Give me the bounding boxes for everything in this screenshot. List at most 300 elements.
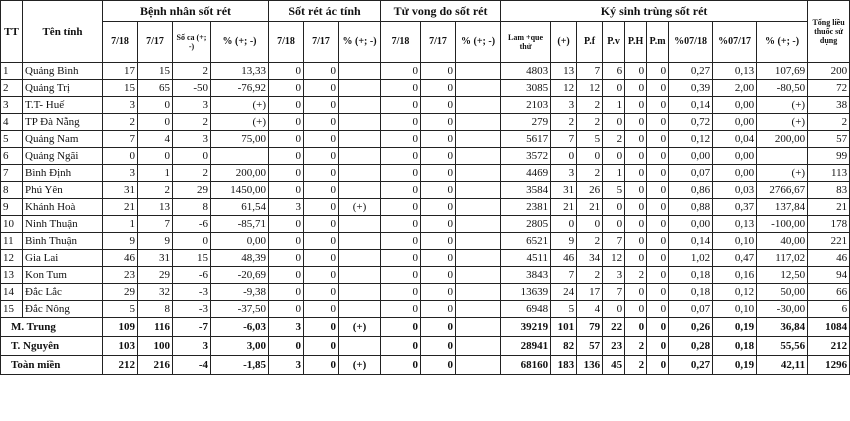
col-p-717: 7/17 bbox=[138, 22, 173, 63]
row-cell bbox=[339, 301, 381, 318]
row-cell: 29 bbox=[138, 267, 173, 284]
row-cell: 6 bbox=[808, 301, 850, 318]
summary-cell: 0,18 bbox=[713, 337, 757, 356]
row-cell: 0,14 bbox=[669, 233, 713, 250]
row-cell: 1450,00 bbox=[211, 182, 269, 199]
row-province: Quảng Ngãi bbox=[23, 148, 103, 165]
row-cell: 0 bbox=[625, 199, 647, 216]
row-cell: 5617 bbox=[501, 131, 551, 148]
row-cell: 0 bbox=[421, 148, 456, 165]
row-cell: 4511 bbox=[501, 250, 551, 267]
row-cell: 0 bbox=[647, 199, 669, 216]
row-cell: -6 bbox=[173, 267, 211, 284]
row-cell: 0,13 bbox=[713, 63, 757, 80]
row-province: Ninh Thuận bbox=[23, 216, 103, 233]
table-row bbox=[1, 267, 850, 284]
row-cell: 0 bbox=[269, 63, 304, 80]
row-cell: 2 bbox=[173, 165, 211, 182]
row-cell: 2 bbox=[551, 114, 577, 131]
summary-name: T. Nguyên bbox=[1, 337, 103, 356]
row-cell: 26 bbox=[577, 182, 603, 199]
row-cell: (+) bbox=[211, 97, 269, 114]
row-cell: 0 bbox=[269, 250, 304, 267]
row-cell: 0 bbox=[625, 80, 647, 97]
summary-cell: -1,85 bbox=[211, 356, 269, 375]
row-cell: 0 bbox=[304, 199, 339, 216]
row-cell: 2 bbox=[577, 233, 603, 250]
summary-cell: 55,56 bbox=[757, 337, 808, 356]
row-cell: 0 bbox=[381, 80, 421, 97]
row-cell: 0 bbox=[304, 284, 339, 301]
row-cell: 0 bbox=[381, 182, 421, 199]
row-cell: 0 bbox=[304, 114, 339, 131]
row-cell: 3584 bbox=[501, 182, 551, 199]
row-cell: 6948 bbox=[501, 301, 551, 318]
row-cell: 0 bbox=[603, 80, 625, 97]
summary-cell: 136 bbox=[577, 356, 603, 375]
row-cell: 12,50 bbox=[757, 267, 808, 284]
summary-cell: 36,84 bbox=[757, 318, 808, 337]
row-cell: 2 bbox=[103, 114, 138, 131]
col-k-pf: P.f bbox=[577, 22, 603, 63]
row-cell: 0 bbox=[647, 80, 669, 97]
row-cell: 107,69 bbox=[757, 63, 808, 80]
row-cell: 0 bbox=[269, 284, 304, 301]
row-tt: 6 bbox=[1, 148, 23, 165]
col-d-718: 7/18 bbox=[381, 22, 421, 63]
row-cell: 0 bbox=[269, 182, 304, 199]
row-cell: -20,69 bbox=[211, 267, 269, 284]
row-cell: 0,16 bbox=[713, 267, 757, 284]
row-province: Quảng Bình bbox=[23, 63, 103, 80]
summary-cell: 79 bbox=[577, 318, 603, 337]
row-cell: 3 bbox=[603, 267, 625, 284]
summary-name: M. Trung bbox=[1, 318, 103, 337]
row-cell: 0 bbox=[603, 199, 625, 216]
row-cell: 0 bbox=[304, 97, 339, 114]
row-cell: 0 bbox=[647, 250, 669, 267]
row-cell: 0 bbox=[138, 148, 173, 165]
row-cell: (+) bbox=[339, 199, 381, 216]
row-cell: 0 bbox=[381, 284, 421, 301]
row-cell: -37,50 bbox=[211, 301, 269, 318]
row-cell: 0 bbox=[625, 114, 647, 131]
row-cell: 2381 bbox=[501, 199, 551, 216]
row-cell: -50 bbox=[173, 80, 211, 97]
col-k-lam: Lam +que thử bbox=[501, 22, 551, 63]
row-cell: 0 bbox=[421, 80, 456, 97]
col-p-718: 7/18 bbox=[103, 22, 138, 63]
summary-cell: 216 bbox=[138, 356, 173, 375]
row-cell: 8 bbox=[138, 301, 173, 318]
row-cell bbox=[456, 284, 501, 301]
row-cell: 17 bbox=[577, 284, 603, 301]
summary-cell: -4 bbox=[173, 356, 211, 375]
row-cell bbox=[456, 182, 501, 199]
row-cell: 0 bbox=[647, 182, 669, 199]
row-cell: 1 bbox=[603, 165, 625, 182]
row-tt: 9 bbox=[1, 199, 23, 216]
row-cell: 94 bbox=[808, 267, 850, 284]
row-tt: 3 bbox=[1, 97, 23, 114]
row-cell: 0 bbox=[269, 267, 304, 284]
summary-cell: 0,19 bbox=[713, 318, 757, 337]
summary-cell: 3 bbox=[269, 356, 304, 375]
row-cell: 0 bbox=[421, 301, 456, 318]
row-cell: 0 bbox=[381, 301, 421, 318]
table-row bbox=[1, 233, 850, 250]
row-cell: 5 bbox=[577, 131, 603, 148]
row-cell: 0,00 bbox=[713, 97, 757, 114]
row-tt: 7 bbox=[1, 165, 23, 182]
summary-cell: 23 bbox=[603, 337, 625, 356]
row-cell: 0,00 bbox=[211, 233, 269, 250]
row-cell: 3 bbox=[269, 199, 304, 216]
summary-cell: 22 bbox=[603, 318, 625, 337]
row-cell: -100,00 bbox=[757, 216, 808, 233]
summary-cell: 212 bbox=[808, 337, 850, 356]
row-cell bbox=[456, 165, 501, 182]
col-k-ph: P.H bbox=[625, 22, 647, 63]
summary-cell: 68160 bbox=[501, 356, 551, 375]
row-cell: 21 bbox=[808, 199, 850, 216]
row-cell: 7 bbox=[603, 284, 625, 301]
row-cell: 0 bbox=[269, 97, 304, 114]
row-cell: 0 bbox=[625, 148, 647, 165]
row-cell: 4 bbox=[138, 131, 173, 148]
row-cell: 13639 bbox=[501, 284, 551, 301]
row-cell: 0 bbox=[381, 267, 421, 284]
row-cell: 1 bbox=[103, 216, 138, 233]
row-cell: 221 bbox=[808, 233, 850, 250]
row-cell: 29 bbox=[173, 182, 211, 199]
row-cell: 0,07 bbox=[669, 301, 713, 318]
row-cell bbox=[456, 216, 501, 233]
row-cell: 99 bbox=[808, 148, 850, 165]
row-cell: 0 bbox=[381, 216, 421, 233]
row-cell: 0 bbox=[551, 148, 577, 165]
header-row-sub bbox=[1, 22, 850, 63]
row-cell: 0 bbox=[603, 216, 625, 233]
row-cell: 0 bbox=[421, 182, 456, 199]
row-cell bbox=[339, 165, 381, 182]
row-cell: 15 bbox=[138, 63, 173, 80]
row-tt: 5 bbox=[1, 131, 23, 148]
row-tt: 15 bbox=[1, 301, 23, 318]
row-cell: 13 bbox=[138, 199, 173, 216]
summary-cell: 0 bbox=[647, 337, 669, 356]
row-cell: -3 bbox=[173, 301, 211, 318]
row-cell: 13 bbox=[551, 63, 577, 80]
row-cell: 0 bbox=[304, 301, 339, 318]
row-cell: 1 bbox=[603, 97, 625, 114]
row-cell: 32 bbox=[138, 284, 173, 301]
col-province: Tên tỉnh bbox=[23, 1, 103, 63]
row-cell: 0,47 bbox=[713, 250, 757, 267]
row-cell: 7 bbox=[551, 267, 577, 284]
row-cell bbox=[456, 63, 501, 80]
row-cell: 5 bbox=[551, 301, 577, 318]
row-cell bbox=[339, 250, 381, 267]
row-cell: 0 bbox=[625, 63, 647, 80]
row-cell: 6 bbox=[603, 63, 625, 80]
row-cell bbox=[456, 131, 501, 148]
row-cell: 0 bbox=[103, 148, 138, 165]
summary-cell: 28941 bbox=[501, 337, 551, 356]
row-cell: 3843 bbox=[501, 267, 551, 284]
row-cell: 3 bbox=[551, 165, 577, 182]
summary-cell bbox=[456, 337, 501, 356]
row-cell: 0 bbox=[647, 131, 669, 148]
row-cell: -3 bbox=[173, 284, 211, 301]
summary-row bbox=[1, 337, 850, 356]
row-cell: 0 bbox=[647, 148, 669, 165]
col-k-pm: P.m bbox=[647, 22, 669, 63]
row-cell: 0 bbox=[304, 233, 339, 250]
row-cell: 0 bbox=[138, 97, 173, 114]
row-cell bbox=[339, 148, 381, 165]
row-cell: 0 bbox=[625, 216, 647, 233]
row-cell: 1,02 bbox=[669, 250, 713, 267]
summary-cell: 0 bbox=[647, 356, 669, 375]
summary-cell: 103 bbox=[103, 337, 138, 356]
row-cell: 65 bbox=[138, 80, 173, 97]
summary-cell: -6,03 bbox=[211, 318, 269, 337]
row-cell: 9 bbox=[103, 233, 138, 250]
row-cell: 0,27 bbox=[669, 63, 713, 80]
table-row bbox=[1, 63, 850, 80]
row-cell bbox=[456, 199, 501, 216]
row-cell: 2 bbox=[577, 267, 603, 284]
summary-cell: 0 bbox=[304, 356, 339, 375]
table-row bbox=[1, 148, 850, 165]
row-cell: 0 bbox=[421, 131, 456, 148]
row-cell: 61,54 bbox=[211, 199, 269, 216]
row-cell: 75,00 bbox=[211, 131, 269, 148]
row-cell: (+) bbox=[757, 165, 808, 182]
row-cell: 0 bbox=[625, 182, 647, 199]
row-cell: 0 bbox=[173, 233, 211, 250]
row-cell: 6521 bbox=[501, 233, 551, 250]
row-cell: 0 bbox=[421, 216, 456, 233]
summary-cell: 0,28 bbox=[669, 337, 713, 356]
row-cell: 0 bbox=[647, 114, 669, 131]
row-province: Khánh Hoà bbox=[23, 199, 103, 216]
row-cell: 0 bbox=[381, 233, 421, 250]
col-s-717: 7/17 bbox=[304, 22, 339, 63]
row-cell: 57 bbox=[808, 131, 850, 148]
row-cell: 0 bbox=[625, 165, 647, 182]
row-cell: 2805 bbox=[501, 216, 551, 233]
row-cell: 31 bbox=[551, 182, 577, 199]
summary-cell: 212 bbox=[103, 356, 138, 375]
row-cell: 72 bbox=[808, 80, 850, 97]
group-parasites: Ký sinh trùng sốt rét bbox=[501, 1, 808, 22]
row-cell: 1 bbox=[138, 165, 173, 182]
summary-row bbox=[1, 318, 850, 337]
row-cell: 0,12 bbox=[669, 131, 713, 148]
row-cell: 0,10 bbox=[713, 301, 757, 318]
table-row bbox=[1, 284, 850, 301]
row-cell: 0 bbox=[381, 97, 421, 114]
summary-cell: 3 bbox=[269, 318, 304, 337]
row-cell: 23 bbox=[103, 267, 138, 284]
row-cell: 0 bbox=[381, 199, 421, 216]
row-cell bbox=[211, 148, 269, 165]
table-row bbox=[1, 97, 850, 114]
summary-cell: 0,27 bbox=[669, 356, 713, 375]
row-cell: 0 bbox=[304, 148, 339, 165]
col-p-pct: % (+; -) bbox=[211, 22, 269, 63]
row-cell: 31 bbox=[103, 182, 138, 199]
table-row bbox=[1, 114, 850, 131]
row-tt: 4 bbox=[1, 114, 23, 131]
table-row bbox=[1, 80, 850, 97]
row-cell: 2,00 bbox=[713, 80, 757, 97]
summary-cell: (+) bbox=[339, 318, 381, 337]
summary-cell: 0 bbox=[269, 337, 304, 356]
row-cell: 2103 bbox=[501, 97, 551, 114]
row-cell: 0 bbox=[269, 233, 304, 250]
row-cell: 0 bbox=[577, 148, 603, 165]
row-cell: 0 bbox=[381, 165, 421, 182]
row-cell: 0 bbox=[269, 165, 304, 182]
summary-cell: 0 bbox=[304, 318, 339, 337]
col-k-pct718: %07/18 bbox=[669, 22, 713, 63]
row-cell: 0,00 bbox=[713, 114, 757, 131]
row-cell: 0,00 bbox=[669, 148, 713, 165]
summary-cell: 0 bbox=[421, 337, 456, 356]
row-province: Bình Thuận bbox=[23, 233, 103, 250]
group-severe: Sốt rét ác tính bbox=[269, 1, 381, 22]
row-cell: 46 bbox=[103, 250, 138, 267]
summary-cell: 101 bbox=[551, 318, 577, 337]
col-k-pct717: %07/17 bbox=[713, 22, 757, 63]
summary-cell: (+) bbox=[339, 356, 381, 375]
row-cell: 0 bbox=[304, 250, 339, 267]
summary-cell bbox=[339, 337, 381, 356]
row-cell: 0 bbox=[647, 267, 669, 284]
row-province: Bình Định bbox=[23, 165, 103, 182]
row-cell: 3 bbox=[173, 97, 211, 114]
row-cell: 0 bbox=[269, 114, 304, 131]
row-cell: 0 bbox=[269, 301, 304, 318]
row-cell: 0,13 bbox=[713, 216, 757, 233]
header-row-groups bbox=[1, 1, 850, 22]
row-cell: 0 bbox=[381, 131, 421, 148]
summary-cell: -7 bbox=[173, 318, 211, 337]
summary-cell: 1084 bbox=[808, 318, 850, 337]
row-cell: 0 bbox=[138, 114, 173, 131]
row-cell: 0,39 bbox=[669, 80, 713, 97]
row-cell: 178 bbox=[808, 216, 850, 233]
table-row bbox=[1, 301, 850, 318]
summary-row bbox=[1, 356, 850, 375]
row-cell: 3 bbox=[551, 97, 577, 114]
row-cell bbox=[456, 114, 501, 131]
summary-cell: 2 bbox=[625, 356, 647, 375]
row-cell: 2 bbox=[625, 267, 647, 284]
row-cell: 2 bbox=[577, 114, 603, 131]
row-cell: 0 bbox=[421, 165, 456, 182]
summary-cell: 82 bbox=[551, 337, 577, 356]
row-tt: 11 bbox=[1, 233, 23, 250]
row-cell bbox=[456, 80, 501, 97]
summary-cell: 0,26 bbox=[669, 318, 713, 337]
row-cell: 0 bbox=[625, 284, 647, 301]
row-cell: 13,33 bbox=[211, 63, 269, 80]
row-cell: 15 bbox=[103, 80, 138, 97]
row-cell bbox=[339, 182, 381, 199]
row-cell: 12 bbox=[577, 80, 603, 97]
row-cell: 4803 bbox=[501, 63, 551, 80]
row-cell: 0 bbox=[421, 284, 456, 301]
row-cell bbox=[339, 267, 381, 284]
row-cell: 7 bbox=[551, 131, 577, 148]
row-cell: 0 bbox=[304, 80, 339, 97]
summary-cell: 0 bbox=[304, 337, 339, 356]
row-cell: 83 bbox=[808, 182, 850, 199]
row-cell: 0,12 bbox=[713, 284, 757, 301]
row-tt: 2 bbox=[1, 80, 23, 97]
col-s-718: 7/18 bbox=[269, 22, 304, 63]
row-cell: 3 bbox=[103, 97, 138, 114]
row-cell: 0 bbox=[304, 63, 339, 80]
row-cell: 0 bbox=[647, 216, 669, 233]
row-tt: 12 bbox=[1, 250, 23, 267]
row-cell: 21 bbox=[551, 199, 577, 216]
row-cell: 0 bbox=[304, 165, 339, 182]
row-cell: 2 bbox=[173, 63, 211, 80]
row-cell bbox=[339, 80, 381, 97]
summary-cell: 116 bbox=[138, 318, 173, 337]
row-cell: 0 bbox=[304, 182, 339, 199]
row-cell: 2 bbox=[808, 114, 850, 131]
row-cell: 3085 bbox=[501, 80, 551, 97]
summary-cell: 0 bbox=[421, 318, 456, 337]
row-cell: 2766,67 bbox=[757, 182, 808, 199]
summary-cell: 42,11 bbox=[757, 356, 808, 375]
row-cell: -6 bbox=[173, 216, 211, 233]
summary-cell: 0 bbox=[625, 318, 647, 337]
summary-cell: 183 bbox=[551, 356, 577, 375]
row-cell: 4469 bbox=[501, 165, 551, 182]
row-cell: 137,84 bbox=[757, 199, 808, 216]
row-province: Phú Yên bbox=[23, 182, 103, 199]
row-cell: 5 bbox=[103, 301, 138, 318]
row-cell bbox=[456, 233, 501, 250]
row-cell bbox=[339, 233, 381, 250]
row-cell: 0,86 bbox=[669, 182, 713, 199]
row-cell: 15 bbox=[173, 250, 211, 267]
row-cell: 0 bbox=[381, 250, 421, 267]
row-cell: 0 bbox=[269, 131, 304, 148]
row-cell: 0 bbox=[421, 233, 456, 250]
row-cell: -80,50 bbox=[757, 80, 808, 97]
col-d-717: 7/17 bbox=[421, 22, 456, 63]
row-cell: 0 bbox=[381, 114, 421, 131]
row-tt: 14 bbox=[1, 284, 23, 301]
summary-cell: 3 bbox=[173, 337, 211, 356]
row-province: Quảng Nam bbox=[23, 131, 103, 148]
summary-cell: 3,00 bbox=[211, 337, 269, 356]
row-cell: 0 bbox=[647, 165, 669, 182]
summary-cell: 1296 bbox=[808, 356, 850, 375]
group-deaths: Tử vong do sốt rét bbox=[381, 1, 501, 22]
row-tt: 13 bbox=[1, 267, 23, 284]
row-cell bbox=[456, 97, 501, 114]
row-cell: 21 bbox=[577, 199, 603, 216]
